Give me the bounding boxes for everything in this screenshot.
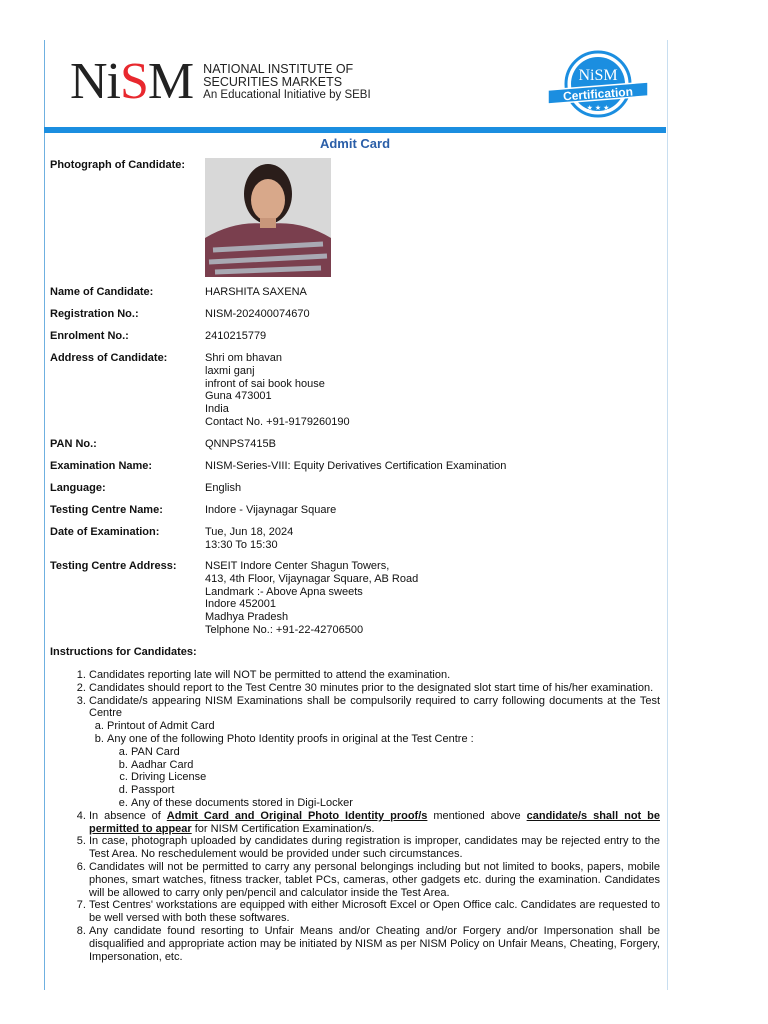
sub-item: a. Printout of Admit Card xyxy=(107,720,660,733)
instruction-text: mentioned above xyxy=(427,809,527,822)
enrolment-number: 2410215779 xyxy=(205,330,267,342)
header-bar xyxy=(44,127,666,133)
instruction-item: 5. In case, photograph uploaded by candidates during registration is improper, candidates may be rejected entry to the Test Area. No reschedulement would be provided under such circumstances. xyxy=(89,835,660,861)
language-value: English xyxy=(205,482,242,494)
registration-label: Registration No.: xyxy=(50,308,139,320)
id-proof-item: e. Any of these documents stored in Digi-Locker xyxy=(131,797,660,810)
centre-address: NSEIT Indore Center Shagun Towers, 413, 4th Floor, Vijaynagar Square, AB Road Landmark :- Above Apna sweets Indore 452001 Madhya Pradesh Telphone No.: +91-22-42706500 xyxy=(205,560,419,636)
instruction-text: Candidate/s appearing NISM Examinations shall be compulsorily required to carry following documents at the Test Centre xyxy=(89,694,660,720)
registration-number: NISM-202400074670 xyxy=(205,308,310,320)
instruction-item: 8. Any candidate found resorting to Unfair Means and/or Cheating and/or Forgery and/or Impersonation shall be disqualified and appropriate action may be initiated by NISM as per NISM Policy on Unfair Means, Cheating, Forgery, Impersonation, etc. xyxy=(89,925,660,963)
photo-label: Photograph of Candidate: xyxy=(50,159,186,171)
logo-mark: NiSM xyxy=(70,53,194,110)
id-proof-item: a. PAN Card xyxy=(131,746,660,759)
centre-name-label: Testing Centre Name: xyxy=(50,504,163,516)
sub-item xyxy=(107,733,660,810)
instruction-item xyxy=(89,810,660,836)
nism-logo xyxy=(70,53,371,110)
instruction-text: for NISM Certification Examination/s. xyxy=(191,822,375,835)
exam-label: Examination Name: xyxy=(50,460,153,472)
instruction-item: 2. Candidates should report to the Test Centre 30 minutes prior to the designated slot start time of his/her examination. xyxy=(89,682,660,695)
pan-number: QNNPS7415B xyxy=(205,438,276,450)
id-proof-item: d. Passport xyxy=(131,784,660,797)
exam-date-label: Date of Examination: xyxy=(50,526,160,538)
instruction-emphasis: Admit Card and Original Photo Identity proof/s xyxy=(166,809,428,822)
id-proof-item: b. Aadhar Card xyxy=(131,759,660,772)
sub-item-text: Any one of the following Photo Identity proofs in original at the Test Centre : xyxy=(107,732,474,745)
name-label: Name of Candidate: xyxy=(50,286,154,298)
org-line-1: NATIONAL INSTITUTE OF xyxy=(203,61,354,76)
page-title: Admit Card xyxy=(319,136,391,151)
svg-text:★ ★ ★: ★ ★ ★ xyxy=(586,105,610,112)
pan-label: PAN No.: xyxy=(50,438,97,450)
instruction-item xyxy=(89,695,660,810)
instruction-text: In absence of xyxy=(89,809,167,822)
centre-name: Indore - Vijaynagar Square xyxy=(205,504,337,516)
svg-text:NiSM: NiSM xyxy=(578,67,618,84)
language-label: Language: xyxy=(50,482,106,494)
exam-date: Tue, Jun 18, 2024 13:30 To 15:30 xyxy=(205,526,294,551)
instructions-heading: Instructions for Candidates: xyxy=(50,646,197,658)
address-label: Address of Candidate: xyxy=(50,352,168,364)
certification-badge-icon xyxy=(546,50,650,120)
centre-address-label: Testing Centre Address: xyxy=(50,560,177,572)
svg-text:Certification: Certification xyxy=(562,84,634,104)
instruction-emphasis: candidate/s shall not be permitted to appear xyxy=(89,809,660,835)
candidate-photo xyxy=(205,158,331,277)
logo-org-text xyxy=(203,63,371,102)
id-proof-item: c. Driving License xyxy=(131,771,660,784)
org-line-3: An Educational Initiative by SEBI xyxy=(203,88,371,101)
exam-name: NISM-Series-VIII: Equity Derivatives Certification Examination xyxy=(205,460,507,472)
instruction-item: 1. Candidates reporting late will NOT be permitted to attend the examination. xyxy=(89,669,660,682)
candidate-address: Shri om bhavan laxmi ganj infront of sai book house Guna 473001 India Contact No. +91-9179260190 xyxy=(205,352,350,428)
instruction-item: 7. Test Centres' workstations are equipped with either Microsoft Excel or Open Office calc. Candidates are requested to be well versed with both these softwares. xyxy=(89,899,660,925)
instruction-item: 6. Candidates will not be permitted to carry any personal belongings including but not limited to books, papers, mobile phones, smart watches, fitness tracker, tablet PCs, cameras, other gadgets etc. during the examination. Candidates will be allowed to carry only pen/pencil and calculator inside the Test Area. xyxy=(89,861,660,899)
candidate-name: HARSHITA SAXENA xyxy=(205,286,307,298)
enrolment-label: Enrolment No.: xyxy=(50,330,129,342)
instructions-list xyxy=(70,669,660,963)
org-line-2: SECURITIES MARKETS xyxy=(203,74,343,89)
